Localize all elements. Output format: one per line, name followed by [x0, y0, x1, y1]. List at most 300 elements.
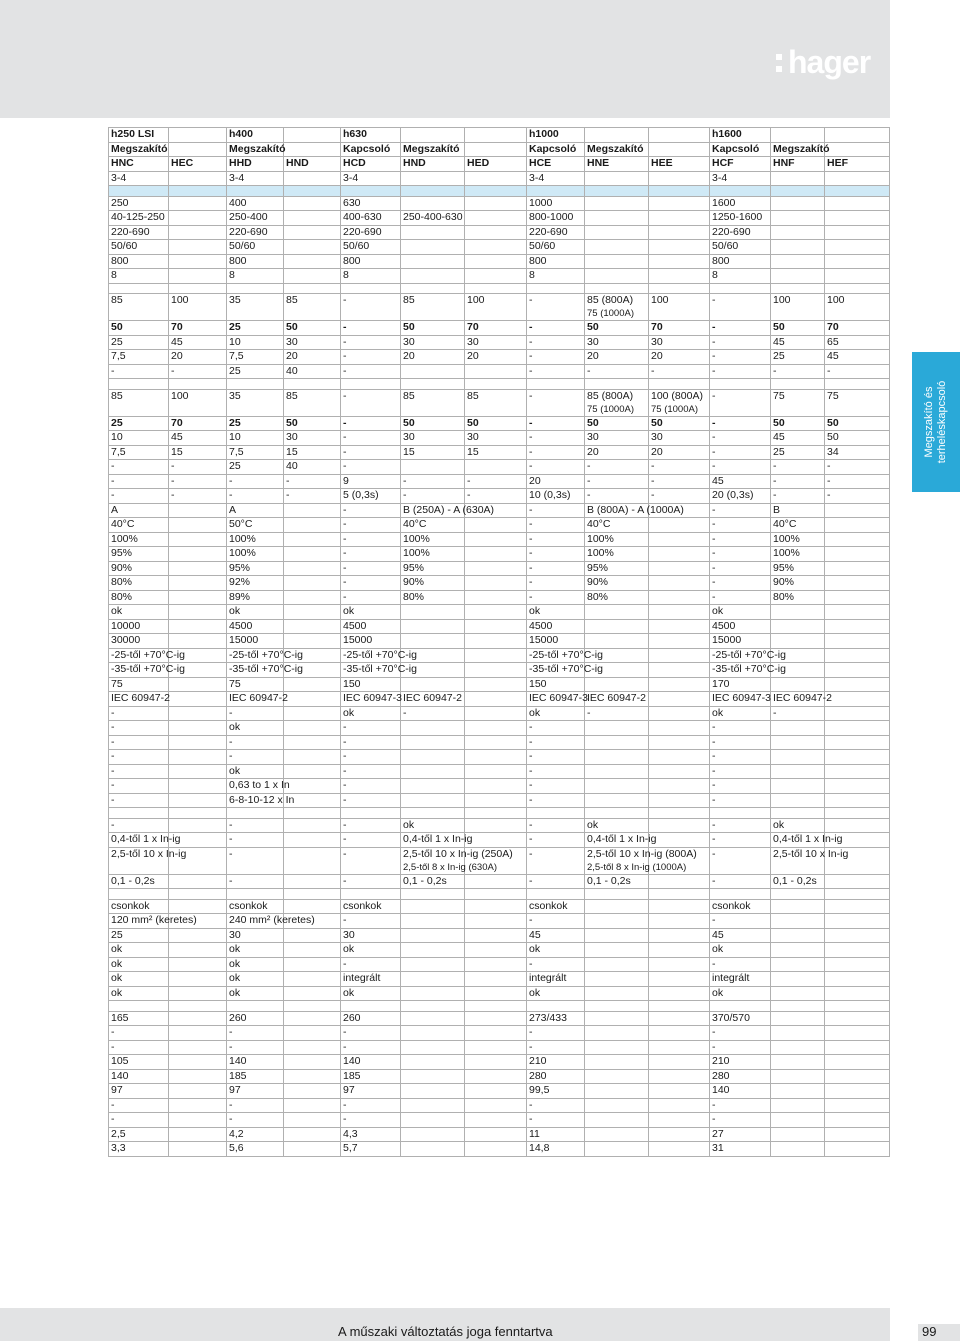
table-cell — [284, 283, 341, 294]
table-cell: ok — [109, 986, 169, 1001]
table-cell: - — [109, 1113, 169, 1128]
table-cell — [169, 605, 227, 620]
table-cell: 34 — [825, 445, 890, 460]
table-cell: - — [649, 364, 710, 379]
table-cell: 99,5 — [527, 1084, 585, 1099]
table-cell — [649, 283, 710, 294]
table-cell — [284, 518, 341, 533]
table-cell — [771, 914, 825, 929]
table-cell: - — [341, 416, 401, 431]
table-cell — [771, 721, 825, 736]
table-cell — [465, 1026, 527, 1041]
table-cell — [585, 899, 649, 914]
table-cell — [649, 808, 710, 819]
table-cell — [771, 928, 825, 943]
table-cell: 85 — [284, 294, 341, 321]
table-cell: - — [227, 1040, 284, 1055]
table-cell: HCE — [527, 157, 585, 172]
table-cell — [825, 721, 890, 736]
table-cell: 50 — [465, 416, 527, 431]
table-cell — [465, 283, 527, 294]
table-cell: HED — [465, 157, 527, 172]
table-cell: - — [710, 547, 771, 562]
table-cell — [401, 1026, 465, 1041]
table-cell: 8 — [527, 269, 585, 284]
table-cell: h630 — [341, 128, 401, 143]
table-cell — [465, 254, 527, 269]
table-cell: 20 — [284, 350, 341, 365]
table-cell: IEC 60947-2 — [585, 692, 649, 707]
table-cell — [825, 590, 890, 605]
table-cell: - — [585, 706, 649, 721]
table-cell: 150 — [527, 677, 585, 692]
table-cell — [401, 1142, 465, 1157]
table-cell — [649, 1142, 710, 1157]
table-cell — [169, 1069, 227, 1084]
table-cell — [465, 648, 527, 663]
table-cell — [771, 1001, 825, 1012]
table-cell — [825, 576, 890, 591]
table-cell: integrált — [341, 972, 401, 987]
table-cell: - — [341, 833, 401, 848]
table-cell — [465, 364, 527, 379]
table-cell — [465, 793, 527, 808]
table-cell — [649, 793, 710, 808]
table-cell — [825, 240, 890, 255]
table-cell — [169, 1055, 227, 1070]
table-cell — [825, 283, 890, 294]
table-cell: 0,4-től 1 x In-ig — [771, 833, 825, 848]
table-cell — [649, 142, 710, 157]
table-cell: -35-től +70°C-ig — [710, 663, 771, 678]
table-cell: - — [710, 389, 771, 416]
table-cell — [465, 677, 527, 692]
table-cell: - — [109, 364, 169, 379]
table-cell: HND — [401, 157, 465, 172]
table-cell: 45 — [825, 350, 890, 365]
table-cell — [401, 1069, 465, 1084]
table-cell: -25-től +70°C-ig — [527, 648, 585, 663]
table-cell — [284, 532, 341, 547]
table-cell — [169, 1113, 227, 1128]
table-cell: 50/60 — [341, 240, 401, 255]
table-cell: - — [771, 706, 825, 721]
table-cell — [284, 1001, 341, 1012]
table-row — [109, 721, 890, 736]
table-cell: - — [227, 489, 284, 504]
table-row — [109, 648, 890, 663]
table-cell — [401, 1055, 465, 1070]
table-cell: - — [227, 706, 284, 721]
table-cell: - — [109, 721, 169, 736]
table-cell: 70 — [169, 416, 227, 431]
table-cell: - — [710, 957, 771, 972]
table-cell: 30 — [585, 431, 649, 446]
table-cell: 100% — [109, 532, 169, 547]
table-cell: - — [710, 1040, 771, 1055]
table-cell: 260 — [227, 1011, 284, 1026]
table-cell — [825, 818, 890, 833]
table-cell: 8 — [341, 269, 401, 284]
table-cell — [771, 1040, 825, 1055]
table-cell: 90% — [401, 576, 465, 591]
table-cell: 25 — [227, 321, 284, 336]
table-cell — [649, 874, 710, 889]
table-row — [109, 460, 890, 475]
table-cell: 25 — [227, 364, 284, 379]
table-cell: 4,3 — [341, 1127, 401, 1142]
table-cell — [284, 590, 341, 605]
table-cell: 100% — [585, 547, 649, 562]
table-cell: 95% — [771, 561, 825, 576]
table-cell — [465, 663, 527, 678]
table-cell — [169, 269, 227, 284]
table-cell — [284, 186, 341, 197]
table-row — [109, 335, 890, 350]
table-cell: - — [341, 793, 401, 808]
table-cell — [825, 605, 890, 620]
table-cell: 800 — [109, 254, 169, 269]
table-cell — [825, 1142, 890, 1157]
table-cell: ok — [341, 605, 401, 620]
table-cell: 20 — [465, 350, 527, 365]
table-cell: HEC — [169, 157, 227, 172]
table-cell — [649, 818, 710, 833]
table-row — [109, 590, 890, 605]
table-cell: 20 — [649, 445, 710, 460]
table-cell: 45 — [771, 335, 825, 350]
table-cell: - — [710, 350, 771, 365]
table-cell — [169, 225, 227, 240]
table-cell: 30 — [284, 431, 341, 446]
table-cell — [465, 576, 527, 591]
table-cell: 1600 — [710, 196, 771, 211]
table-cell — [169, 972, 227, 987]
table-cell: ok — [227, 957, 284, 972]
table-cell: - — [825, 474, 890, 489]
table-cell: 80% — [109, 576, 169, 591]
table-cell — [401, 928, 465, 943]
table-cell — [401, 957, 465, 972]
table-cell: - — [465, 489, 527, 504]
table-cell: - — [710, 460, 771, 475]
table-cell: 9 — [341, 474, 401, 489]
table-cell — [169, 186, 227, 197]
table-cell: - — [527, 321, 585, 336]
table-row — [109, 211, 890, 226]
table-cell — [649, 240, 710, 255]
table-cell: HNE — [585, 157, 649, 172]
table-row — [109, 1142, 890, 1157]
table-cell — [169, 1127, 227, 1142]
table-cell — [284, 677, 341, 692]
table-cell — [585, 225, 649, 240]
table-cell — [649, 211, 710, 226]
table-cell: 50 — [771, 321, 825, 336]
table-cell: - — [527, 914, 585, 929]
table-cell: 50 — [771, 416, 825, 431]
table-cell — [649, 576, 710, 591]
table-cell: 140 — [341, 1055, 401, 1070]
table-cell: 30 — [585, 335, 649, 350]
table-cell: 40°C — [585, 518, 649, 533]
table-cell — [401, 750, 465, 765]
section-side-tab[interactable] — [912, 352, 960, 492]
table-cell — [825, 692, 890, 707]
table-cell: 250-400 — [227, 211, 284, 226]
table-cell: ok — [341, 943, 401, 958]
table-cell: - — [771, 489, 825, 504]
table-cell: - — [527, 561, 585, 576]
table-cell — [169, 986, 227, 1001]
table-cell — [401, 1011, 465, 1026]
table-cell — [649, 389, 710, 416]
table-cell — [169, 590, 227, 605]
table-cell — [465, 692, 527, 707]
table-cell: 90% — [109, 561, 169, 576]
table-cell: - — [109, 460, 169, 475]
table-row — [109, 547, 890, 562]
table-cell: - — [585, 460, 649, 475]
table-cell — [825, 1084, 890, 1099]
table-cell: h400 — [227, 128, 284, 143]
table-cell — [649, 750, 710, 765]
table-cell — [169, 957, 227, 972]
table-cell: 220-690 — [710, 225, 771, 240]
table-cell: 185 — [341, 1069, 401, 1084]
table-cell — [284, 986, 341, 1001]
table-cell — [169, 889, 227, 900]
table-cell — [527, 379, 585, 390]
table-cell: 75 — [825, 389, 890, 416]
table-cell — [465, 1055, 527, 1070]
table-cell — [649, 171, 710, 186]
table-cell: - — [169, 489, 227, 504]
table-cell — [169, 808, 227, 819]
table-cell — [401, 1084, 465, 1099]
table-cell — [527, 186, 585, 197]
table-cell: 6-8-10-12 x In — [227, 793, 284, 808]
table-cell — [585, 171, 649, 186]
table-row — [109, 171, 890, 186]
table-cell — [585, 1026, 649, 1041]
table-cell: 30 — [227, 928, 284, 943]
table-cell — [284, 735, 341, 750]
table-cell — [825, 889, 890, 900]
table-cell — [771, 943, 825, 958]
table-cell: 75 — [227, 677, 284, 692]
table-cell: - — [341, 518, 401, 533]
table-cell — [585, 943, 649, 958]
table-cell: - — [227, 1113, 284, 1128]
table-cell: 15 — [284, 445, 341, 460]
table-cell: csonkok — [710, 899, 771, 914]
table-cell: 85 — [109, 389, 169, 416]
table-cell: 97 — [341, 1084, 401, 1099]
table-cell: HNC — [109, 157, 169, 172]
table-cell — [585, 619, 649, 634]
table-row — [109, 128, 890, 143]
table-cell: - — [227, 1098, 284, 1113]
table-cell: Kapcsoló — [527, 142, 585, 157]
table-cell — [169, 142, 227, 157]
table-cell — [284, 619, 341, 634]
table-cell: ok — [227, 943, 284, 958]
table-cell — [771, 972, 825, 987]
table-cell — [284, 605, 341, 620]
table-row — [109, 489, 890, 504]
table-cell — [284, 503, 341, 518]
table-cell — [771, 779, 825, 794]
table-cell — [284, 254, 341, 269]
table-cell: 85 — [284, 389, 341, 416]
table-cell — [401, 986, 465, 1001]
table-cell — [401, 943, 465, 958]
table-cell: - — [284, 489, 341, 504]
table-cell: 40-125-250 — [109, 211, 169, 226]
table-cell — [465, 1040, 527, 1055]
table-cell — [169, 1084, 227, 1099]
table-cell: 20 (0,3s) — [710, 489, 771, 504]
table-cell — [284, 576, 341, 591]
table-cell — [401, 899, 465, 914]
table-row — [109, 914, 890, 929]
table-cell: 40°C — [771, 518, 825, 533]
table-cell: 273/433 — [527, 1011, 585, 1026]
table-cell: 800 — [710, 254, 771, 269]
table-cell — [825, 225, 890, 240]
table-cell — [649, 225, 710, 240]
table-cell: 27 — [710, 1127, 771, 1142]
table-cell — [401, 914, 465, 929]
table-cell — [169, 818, 227, 833]
table-cell — [585, 294, 649, 321]
table-cell: Kapcsoló — [710, 142, 771, 157]
table-cell — [284, 240, 341, 255]
table-cell — [585, 1084, 649, 1099]
table-cell — [401, 254, 465, 269]
table-cell — [169, 692, 227, 707]
table-cell: - — [710, 364, 771, 379]
table-cell — [465, 1098, 527, 1113]
table-cell: ok — [527, 986, 585, 1001]
table-cell: Megszakító — [771, 142, 825, 157]
table-cell — [169, 128, 227, 143]
table-cell: - — [771, 474, 825, 489]
table-cell — [825, 779, 890, 794]
table-cell — [585, 1069, 649, 1084]
table-cell: 31 — [710, 1142, 771, 1157]
table-cell: 70 — [649, 321, 710, 336]
table-cell — [649, 634, 710, 649]
table-cell: - — [527, 518, 585, 533]
table-cell — [465, 142, 527, 157]
table-cell — [465, 379, 527, 390]
table-cell — [401, 240, 465, 255]
table-cell: 50°C — [227, 518, 284, 533]
table-cell — [771, 750, 825, 765]
table-cell — [465, 590, 527, 605]
table-cell: - — [710, 1098, 771, 1113]
table-cell — [771, 986, 825, 1001]
table-cell: - — [341, 1113, 401, 1128]
table-cell — [825, 1069, 890, 1084]
table-cell: 45 — [169, 431, 227, 446]
table-cell: 5 (0,3s) — [341, 489, 401, 504]
table-row — [109, 1127, 890, 1142]
table-cell: - — [527, 833, 585, 848]
table-cell — [169, 1098, 227, 1113]
table-cell: - — [710, 576, 771, 591]
table-cell: HNF — [771, 157, 825, 172]
table-cell: 100% — [585, 532, 649, 547]
table-cell: - — [771, 460, 825, 475]
table-cell — [649, 532, 710, 547]
table-cell: 7,5 — [109, 350, 169, 365]
table-cell — [771, 605, 825, 620]
table-row — [109, 561, 890, 576]
table-cell: - — [527, 364, 585, 379]
table-cell — [649, 1098, 710, 1113]
table-cell: 15 — [169, 445, 227, 460]
table-cell: - — [227, 833, 284, 848]
table-cell — [771, 808, 825, 819]
table-cell — [465, 1113, 527, 1128]
table-cell: 20 — [527, 474, 585, 489]
table-cell: - — [527, 294, 585, 321]
table-cell: ok — [109, 957, 169, 972]
table-cell — [825, 1026, 890, 1041]
table-cell — [284, 1098, 341, 1113]
table-cell — [465, 171, 527, 186]
table-cell: 0,1 - 0,2s — [109, 874, 169, 889]
table-cell — [825, 532, 890, 547]
table-cell: - — [527, 818, 585, 833]
table-cell — [771, 186, 825, 197]
table-cell: 95% — [227, 561, 284, 576]
table-cell: csonkok — [341, 899, 401, 914]
table-cell: - — [710, 335, 771, 350]
table-cell — [771, 1084, 825, 1099]
table-cell: 45 — [527, 928, 585, 943]
table-cell: -35-től +70°C-ig — [527, 663, 585, 678]
table-row — [109, 605, 890, 620]
table-cell: 50 — [825, 431, 890, 446]
table-cell: - — [341, 818, 401, 833]
table-cell: 10 — [109, 431, 169, 446]
table-cell: ok — [401, 818, 465, 833]
table-cell — [465, 750, 527, 765]
table-cell: 50 — [284, 416, 341, 431]
table-cell: - — [527, 764, 585, 779]
table-cell — [825, 808, 890, 819]
table-row — [109, 957, 890, 972]
table-cell: - — [527, 389, 585, 416]
table-cell — [649, 735, 710, 750]
table-cell: 30 — [649, 431, 710, 446]
table-cell: - — [109, 474, 169, 489]
cell-line: 75 (1000A) — [651, 403, 699, 415]
spec-table — [108, 127, 890, 1157]
table-cell: - — [341, 764, 401, 779]
table-cell: 20 — [649, 350, 710, 365]
table-cell — [585, 889, 649, 900]
table-cell — [284, 1026, 341, 1041]
table-cell — [649, 663, 710, 678]
table-cell: 280 — [527, 1069, 585, 1084]
table-row — [109, 379, 890, 390]
table-cell: ok — [585, 818, 649, 833]
